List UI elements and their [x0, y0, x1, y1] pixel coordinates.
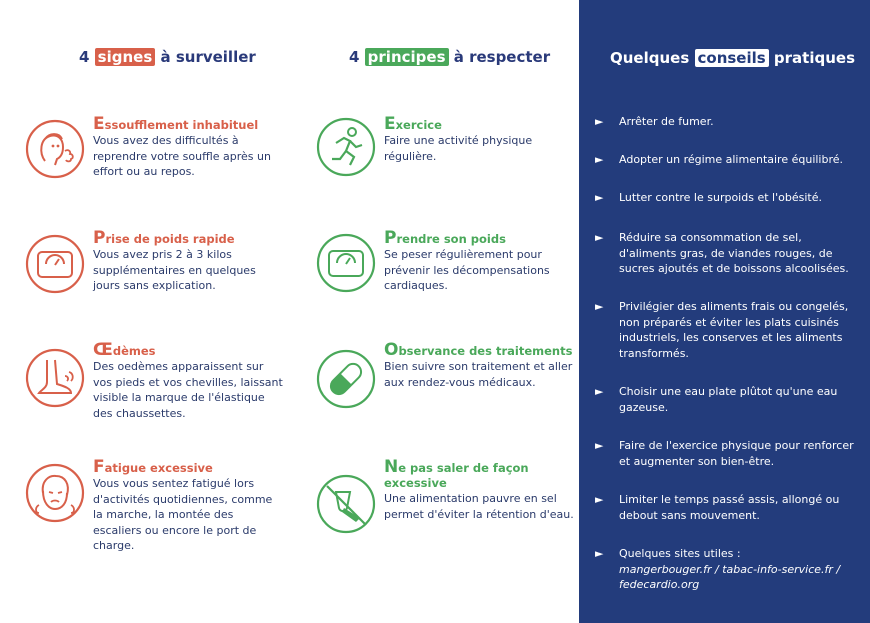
principes-title-pre: 4: [349, 48, 365, 66]
tip-item: ► Réduire sa consommation de sel, d'aliments gras, de viandes rouges, de sucres ajoutés et de boissons alcoolisées.: [595, 231, 849, 276]
tip-item: ► Adopter un régime alimentaire équilibré.: [595, 153, 844, 166]
runner-icon: [316, 117, 376, 177]
no-salt-icon: [316, 474, 376, 534]
signe-title: Essoufflement inhabituel: [93, 114, 259, 134]
tip-item: ► Limiter le temps passé assis, allongé ou debout sans mouvement.: [595, 493, 840, 522]
breathless-face-icon: [25, 119, 85, 179]
principes-title-highlight: principes: [365, 48, 449, 66]
principes-title-post: à respecter: [448, 48, 551, 66]
tip-item-sites: ► Quelques sites utiles : mangerbouger.fr / tabac-info-service.fr / fedecardio.org: [595, 546, 857, 593]
useful-sites-links[interactable]: mangerbouger.fr / tabac-info-service.fr / fedecardio.org: [619, 562, 841, 592]
conseils-title-highlight: conseils: [695, 49, 769, 67]
principe-title: Exercice: [384, 114, 442, 134]
signe-desc: Des oedèmes apparaissent sur vos pieds et vos chevilles, laissant visible la marque de l'élastique des chaussettes.: [93, 360, 283, 420]
signe-desc: Vous vous sentez fatigué lors d'activités quotidiennes, comme la marche, la montée des escaliers ou encore le port de charge.: [93, 477, 273, 553]
tip-item: ► Arrêter de fumer.: [595, 115, 714, 128]
tip-item: ► Privilégier des aliments frais ou congelés, non préparés et éviter les plats cuisinés industriels, les conserves et les aliments transformés.: [595, 300, 849, 360]
principe-desc: Faire une activité physique régulière.: [384, 134, 533, 163]
arrow-icon: ►: [595, 153, 604, 166]
signe-title: Prise de poids rapide: [93, 228, 235, 248]
arrow-icon: ►: [595, 493, 604, 506]
conseils-title: Quelques conseils pratiques: [610, 49, 856, 67]
tip-item: ► Faire de l'exercice physique pour renforcer et augmenter son bien-être.: [595, 439, 854, 468]
conseils-panel: [579, 0, 870, 623]
signes-title-highlight: signes: [95, 48, 156, 66]
signes-title: [79, 48, 256, 66]
arrow-icon: ►: [595, 439, 604, 452]
signe-title: Fatigue excessive: [93, 457, 213, 477]
tip-item: ► Choisir une eau plate plûtot qu'une eau gazeuse.: [595, 385, 838, 414]
principes-title: [349, 48, 550, 66]
principe-desc: Se peser régulièrement pour prévenir les décompensations cardiaques.: [384, 248, 550, 293]
scale-icon: [316, 233, 376, 293]
scale-icon: [25, 234, 85, 294]
arrow-icon: ►: [595, 547, 604, 560]
arrow-icon: ►: [595, 300, 604, 313]
signes-title-post: à surveiller: [155, 48, 256, 66]
signe-title: Œdèmes: [93, 340, 156, 360]
swollen-foot-icon: [25, 348, 85, 408]
arrow-icon: ►: [595, 191, 604, 204]
arrow-icon: ►: [595, 385, 604, 398]
tired-face-icon: [25, 463, 85, 523]
pill-icon: [316, 349, 376, 409]
tip-item: ► Lutter contre le surpoids et l'obésité.: [595, 191, 822, 204]
signe-desc: Vous avez pris 2 à 3 kilos supplémentaires en quelques jours sans explication.: [93, 248, 256, 293]
principe-title: Observance des traitements: [384, 340, 573, 360]
signe-desc: Vous avez des difficultés à reprendre votre souffle après un effort ou au repos.: [93, 134, 271, 179]
signes-title-pre: 4: [79, 48, 95, 66]
principe-title: Ne pas saler de façon excessive: [384, 457, 529, 490]
principe-title: Prendre son poids: [384, 228, 506, 248]
arrow-icon: ►: [595, 231, 604, 244]
principe-desc: Bien suivre son traitement et aller aux rendez-vous médicaux.: [384, 360, 573, 389]
arrow-icon: ►: [595, 115, 604, 128]
principe-desc: Une alimentation pauvre en sel permet d'éviter la rétention d'eau.: [384, 492, 574, 521]
